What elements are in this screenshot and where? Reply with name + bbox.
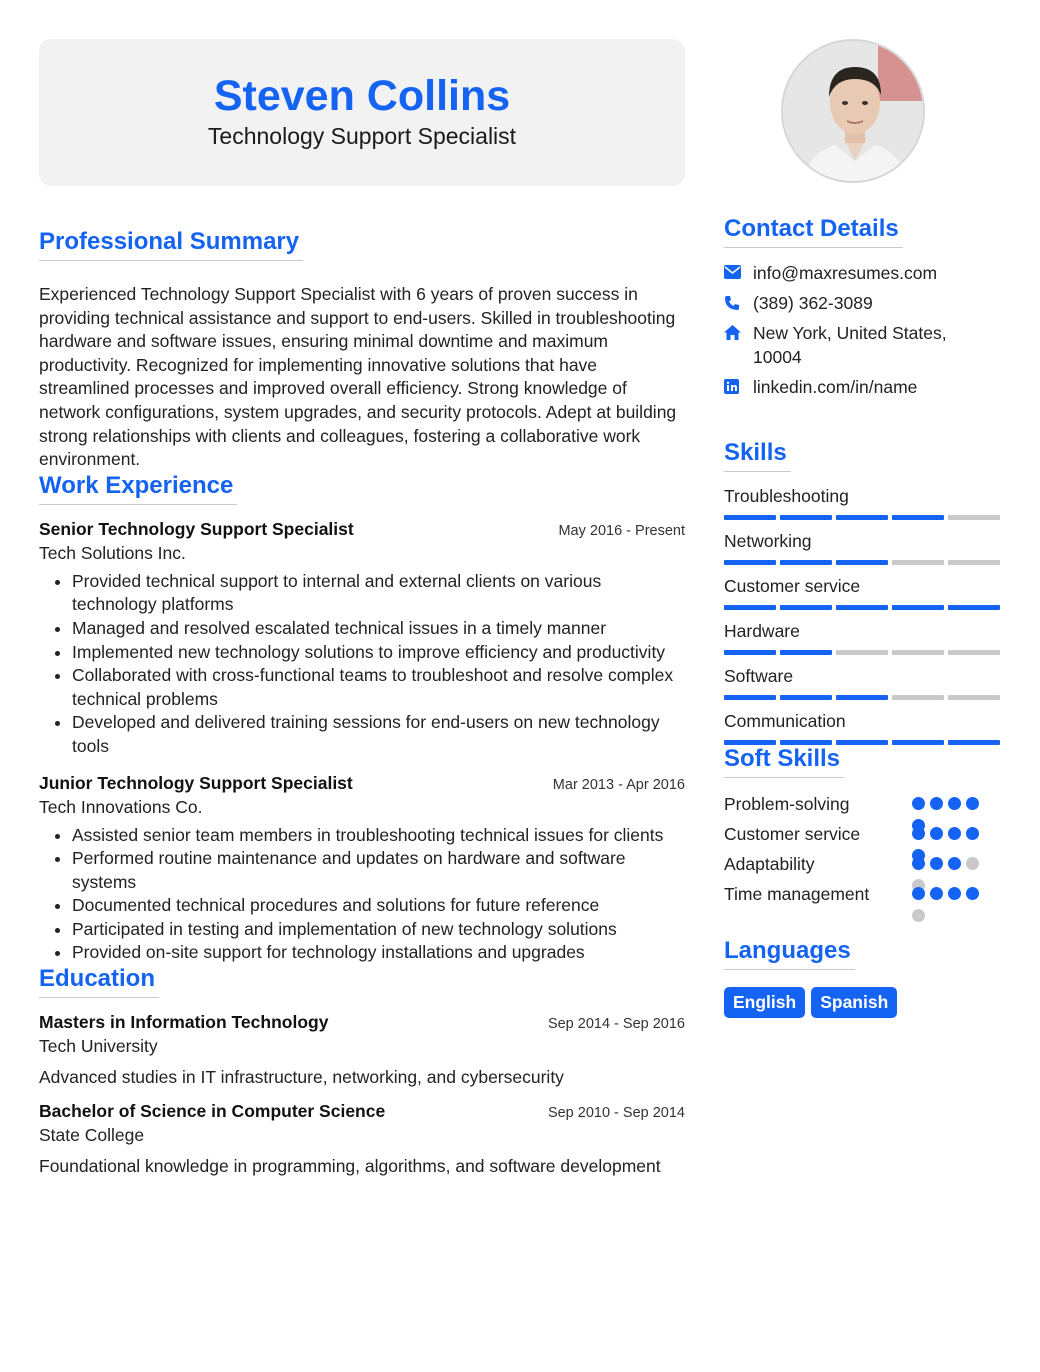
skill-item [724, 620, 1004, 655]
skill-segment-empty [948, 515, 1000, 520]
contact-address [724, 322, 1004, 369]
soft-skill-name: Adaptability [724, 854, 815, 874]
soft-skills-list [724, 793, 1004, 913]
skill-name: Software [724, 666, 794, 686]
job-bullet: • Developed and delivered training sessions for end-users on new technology tools [72, 711, 685, 758]
job-bullet: • Collaborated with cross-functional teams to troubleshoot and resolve complex technical problems [72, 664, 685, 711]
skill-item [724, 665, 1004, 700]
skill-segment-filled [724, 650, 776, 655]
job-bullet: • Participated in testing and implementation of new technology solutions [72, 918, 685, 942]
education-entry [39, 1012, 685, 1088]
education-section [39, 965, 685, 1177]
job-entry [39, 773, 685, 966]
job-bullet: • Managed and resolved escalated technical issues in a timely manner [72, 617, 685, 641]
experience-section [39, 472, 685, 965]
avatar [781, 39, 925, 183]
education-dates: Sep 2014 - Sep 2016 [547, 1016, 685, 1033]
skill-segment-empty [892, 560, 944, 565]
skill-segment-filled [948, 605, 1000, 610]
skill-name: Customer service [724, 576, 861, 596]
school-name: State College [39, 1125, 145, 1146]
skill-name: Communication [724, 711, 846, 731]
skill-segment-filled [780, 515, 832, 520]
languages-section [724, 937, 1004, 1018]
skill-segment-filled [724, 605, 776, 610]
rating-dot-filled [966, 887, 979, 900]
soft-skill-item [724, 823, 1004, 853]
skill-segment-filled [780, 560, 832, 565]
job-bullets [39, 824, 685, 966]
skill-segment-empty [948, 695, 1000, 700]
skill-segment-filled [836, 695, 888, 700]
job-dates: Mar 2013 - Apr 2016 [552, 776, 685, 793]
skill-segment-filled [836, 560, 888, 565]
skill-segment-filled [724, 515, 776, 520]
skill-item [724, 530, 1004, 565]
summary-section [39, 228, 685, 472]
job-company: Tech Solutions Inc. [39, 542, 186, 563]
soft-skills-section [724, 745, 1004, 913]
job-bullet: • Provided on-site support for technology installations and upgrades [72, 941, 685, 965]
resume-header [39, 39, 685, 186]
education-description: Foundational knowledge in programming, algorithms, and software development [39, 1156, 661, 1177]
contact-address-text: New York, United States, 10004 [753, 323, 947, 367]
rating-dot-empty [912, 909, 925, 922]
skill-level-bar [724, 560, 1004, 565]
experience-heading: Work Experience [39, 472, 237, 505]
contact-list [724, 262, 1004, 399]
rating-dot-filled [930, 797, 943, 810]
skill-segment-empty [948, 650, 1000, 655]
contact-phone[interactable] [724, 292, 1004, 316]
job-entry [39, 519, 685, 759]
skills-list [724, 485, 1004, 745]
education-description: Advanced studies in IT infrastructure, networking, and cybersecurity [39, 1067, 564, 1088]
skill-segment-filled [724, 695, 776, 700]
rating-dot-filled [912, 857, 925, 870]
skill-segment-filled [836, 515, 888, 520]
rating-dot-filled [930, 857, 943, 870]
candidate-name: Steven Collins [213, 72, 511, 120]
languages-list [724, 987, 1004, 1018]
job-company: Tech Innovations Co. [39, 796, 203, 817]
skill-level-bar [724, 650, 1004, 655]
skill-segment-filled [724, 560, 776, 565]
skill-segment-filled [780, 650, 832, 655]
skill-segment-filled [780, 695, 832, 700]
profile-photo-icon [783, 41, 925, 183]
skill-level-bar [724, 605, 1004, 610]
contact-phone-text: (389) 362-3089 [753, 293, 873, 313]
rating-dot-filled [948, 887, 961, 900]
linkedin-icon [724, 376, 753, 394]
job-bullet: • Provided technical support to internal and external clients on various technology platforms [72, 570, 685, 617]
education-dates: Sep 2010 - Sep 2014 [547, 1105, 685, 1122]
rating-dot-filled [948, 857, 961, 870]
school-name: Tech University [39, 1036, 158, 1057]
skill-item [724, 575, 1004, 610]
skills-section [724, 439, 1004, 755]
rating-dot-filled [948, 797, 961, 810]
contact-email-text: info@maxresumes.com [753, 263, 938, 283]
job-title: Junior Technology Support Specialist [39, 772, 353, 793]
contact-heading: Contact Details [724, 215, 903, 248]
skill-segment-empty [948, 560, 1000, 565]
rating-dot-filled [912, 887, 925, 900]
job-bullet: • Assisted senior team members in troubleshooting technical issues for clients [72, 824, 685, 848]
job-bullets [39, 570, 685, 759]
summary-text: Experienced Technology Support Specialist with 6 years of proven success in providing technical assistance and support to end-users. Skilled in troubleshooting hardware and software issues, ensuring minimal downtime and maximum productivity. Recognized for implementing innovative solutions that have streamlined processes and improved overall efficiency. Strong knowledge of network configurations, system upgrades, and security protocols. Adept at building strong relationships with clients and colleagues, fostering a collaborative work environment. [39, 284, 677, 470]
skill-name: Networking [724, 531, 812, 551]
degree-title: Masters in Information Technology [39, 1012, 329, 1033]
skill-segment-filled [892, 605, 944, 610]
rating-dot-filled [930, 827, 943, 840]
skill-name: Hardware [724, 621, 800, 641]
soft-skill-name: Problem-solving [724, 794, 850, 814]
skill-segment-filled [892, 515, 944, 520]
skill-level-bar [724, 515, 1004, 520]
contact-section [724, 215, 1004, 406]
soft-skill-name: Customer service [724, 824, 861, 844]
skill-name: Troubleshooting [724, 486, 849, 506]
job-bullet: • Performed routine maintenance and updates on hardware and software systems [72, 847, 685, 894]
home-icon [724, 322, 753, 340]
rating-dot-filled [930, 887, 943, 900]
contact-linkedin-text: linkedin.com/in/name [753, 376, 918, 397]
skill-item [724, 710, 1004, 745]
rating-dot-filled [948, 827, 961, 840]
language-badge: English [724, 987, 805, 1018]
language-badge: Spanish [811, 987, 897, 1018]
degree-title: Bachelor of Science in Computer Science [39, 1101, 386, 1122]
rating-dot-filled [966, 827, 979, 840]
soft-skills-heading: Soft Skills [724, 745, 844, 778]
languages-heading: Languages [724, 937, 855, 970]
contact-linkedin[interactable] [724, 376, 1004, 400]
rating-dot-filled [912, 797, 925, 810]
rating-dot-filled [912, 827, 925, 840]
phone-icon [724, 292, 753, 311]
skills-heading: Skills [724, 439, 791, 472]
job-bullet: • Documented technical procedures and solutions for future reference [72, 894, 685, 918]
soft-skill-item [724, 793, 1004, 823]
skill-segment-filled [836, 605, 888, 610]
skill-segment-empty [892, 650, 944, 655]
skill-level-bar [724, 695, 1004, 700]
soft-skill-name: Time management [724, 884, 870, 904]
soft-skill-rating [912, 883, 992, 927]
education-heading: Education [39, 965, 159, 998]
soft-skill-item [724, 853, 1004, 883]
contact-email[interactable] [724, 262, 1004, 286]
job-bullet: • Implemented new technology solutions to improve efficiency and productivity [72, 641, 685, 665]
skill-segment-empty [836, 650, 888, 655]
soft-skill-item [724, 883, 1004, 913]
candidate-title: Technology Support Specialist [207, 123, 517, 149]
job-title: Senior Technology Support Specialist [39, 518, 354, 539]
rating-dot-filled [966, 797, 979, 810]
main-column [39, 39, 685, 1177]
job-dates: May 2016 - Present [558, 522, 685, 539]
summary-heading: Professional Summary [39, 228, 303, 261]
skill-item [724, 485, 1004, 520]
rating-dot-empty [966, 857, 979, 870]
skill-segment-empty [892, 695, 944, 700]
skill-segment-filled [780, 605, 832, 610]
envelope-icon [724, 262, 753, 279]
education-entry [39, 1101, 685, 1177]
